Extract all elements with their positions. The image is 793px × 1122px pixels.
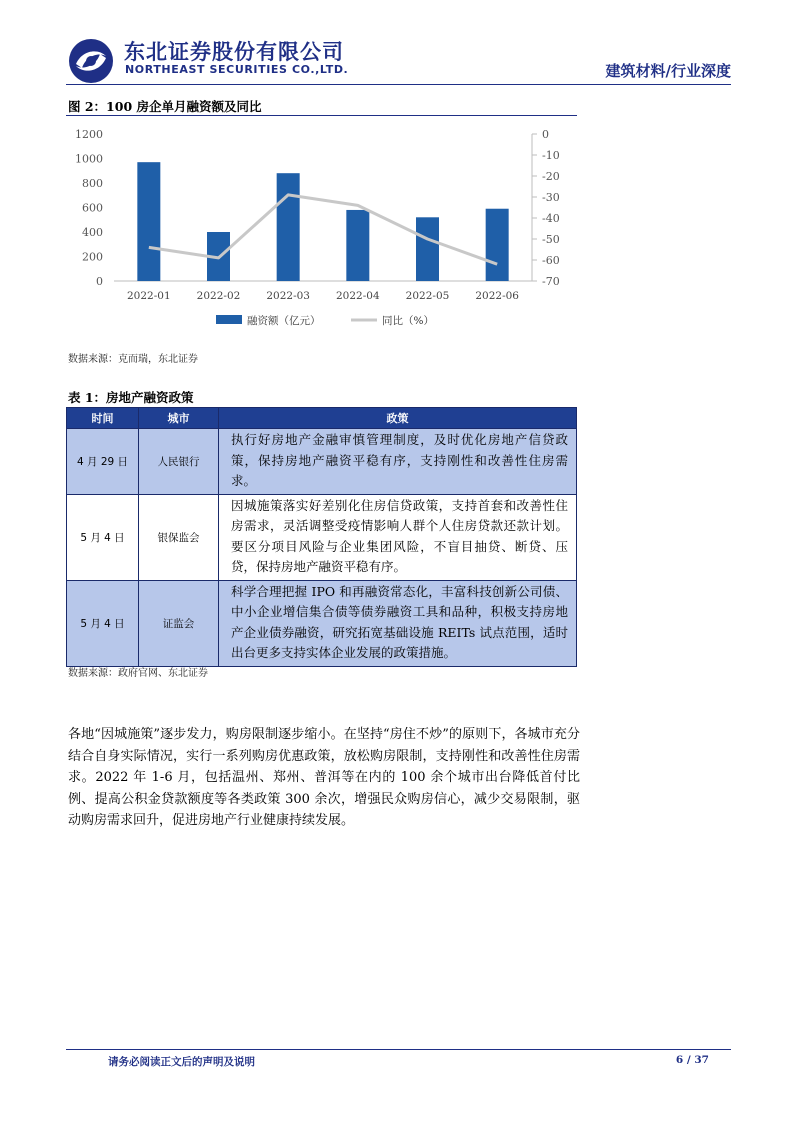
body-paragraph: 各地“因城施策”逐步发力，购房限制逐步缩小。在坚持“房住不炒”的原则下，各城市充分结合自身实际情况，实行一系列购房优惠政策，放松购房限制，支持刚性和改善性住房需求。2022 年 1-6 月，包括温州、郑州、普洱等在内的 100 余个城市出台降低首付比例、提高公积金贷款额度等各类政策 300 余次，增强民众购房信心，减少交易限制，驱动购房需求回升，促进房地产行业健康持续发展。 bbox=[68, 727, 580, 828]
financing-chart bbox=[66, 118, 586, 348]
header-divider bbox=[66, 84, 731, 85]
row-org: 人民银行 bbox=[139, 429, 219, 495]
header-policy: 政策 bbox=[219, 408, 577, 429]
row-policy: 科学合理把握 IPO 和再融资常态化，丰富科技创新公司债、中小企业增信集合债等债券融资工具和品种，积极支持房地产企业债券融资，研究拓宽基础设施 REITs 试点范围，适时出台更多支持实体企业发展的政策措施。 bbox=[219, 580, 577, 666]
report-type: 建筑材料/行业深度 bbox=[605, 62, 731, 80]
table-title: 表 1：房地产融资政策 bbox=[68, 390, 194, 405]
y-right-tick-label: -40 bbox=[542, 212, 560, 225]
y-right-tick-label: -70 bbox=[542, 275, 560, 288]
y-right-tick-label: -20 bbox=[542, 170, 560, 183]
x-tick-label: 2022-02 bbox=[196, 290, 241, 302]
figure-source: 数据来源：克而瑞，东北证券 bbox=[68, 354, 198, 365]
y-left-tick-label: 0 bbox=[96, 275, 103, 288]
page-number: 6 / 37 bbox=[675, 1054, 709, 1066]
header-date: 时间 bbox=[67, 408, 139, 429]
y-left-tick-label: 200 bbox=[82, 250, 103, 264]
y-left-tick-label: 1200 bbox=[75, 128, 103, 141]
table-source: 数据来源：政府官网、东北证券 bbox=[68, 668, 208, 679]
x-tick-label: 2022-03 bbox=[266, 290, 310, 302]
y-left-tick-label: 400 bbox=[82, 226, 103, 239]
bar-financing bbox=[346, 210, 369, 281]
y-right-tick-label: -30 bbox=[542, 191, 560, 204]
table-row bbox=[67, 494, 577, 580]
table-header-row bbox=[67, 408, 577, 429]
y-left-tick-label: 800 bbox=[82, 177, 103, 190]
x-tick-label: 2022-06 bbox=[475, 290, 519, 302]
company-name-en: NORTHEAST SECURITIES CO.,LTD. bbox=[125, 63, 349, 76]
row-org: 银保监会 bbox=[139, 494, 219, 580]
header-city: 城市 bbox=[139, 408, 219, 429]
y-right-tick-label: -10 bbox=[542, 149, 560, 162]
company-logo-icon bbox=[68, 38, 114, 84]
x-tick-label: 2022-05 bbox=[405, 290, 450, 302]
x-tick-label: 2022-01 bbox=[127, 290, 171, 302]
table-row bbox=[67, 580, 577, 666]
legend-line-label: 同比（%） bbox=[382, 315, 434, 327]
y-left-tick-label: 600 bbox=[82, 201, 103, 215]
y-left-tick-label: 1000 bbox=[75, 152, 103, 166]
row-date: 4 月 29 日 bbox=[67, 429, 139, 495]
row-policy: 执行好房地产金融审慎管理制度，及时优化房地产信贷政策，保持房地产融资平稳有序，支持刚性和改善性住房需求。 bbox=[219, 429, 577, 495]
bar-financing bbox=[416, 217, 439, 281]
figure-title-divider bbox=[66, 115, 577, 116]
y-right-tick-label: -50 bbox=[542, 233, 560, 246]
policy-table bbox=[66, 407, 577, 667]
y-right-tick-label: -60 bbox=[542, 254, 560, 267]
x-tick-label: 2022-04 bbox=[336, 290, 380, 302]
bar-financing bbox=[137, 162, 160, 281]
figure-title: 图 2：100 房企单月融资额及同比 bbox=[68, 99, 262, 114]
legend-bar-label: 融资额（亿元） bbox=[247, 315, 321, 327]
row-date: 5 月 4 日 bbox=[67, 580, 139, 666]
y-right-tick-label: 0 bbox=[542, 128, 549, 141]
company-name-cn: 东北证券股份有限公司 bbox=[124, 40, 344, 64]
bar-financing bbox=[486, 209, 509, 281]
row-org: 证监会 bbox=[139, 580, 219, 666]
bar-financing bbox=[277, 173, 300, 281]
footer-disclaimer: 请务必阅读正文后的声明及说明 bbox=[108, 1056, 255, 1068]
row-policy: 因城施策落实好差别化住房信贷政策，支持首套和改善性住房需求，灵活调整受疫情影响人群个人住房贷款还款计划。要区分项目风险与企业集团风险，不盲目抽贷、断贷、压贷，保持房地产融资平稳有序。 bbox=[219, 494, 577, 580]
footer-divider bbox=[66, 1049, 731, 1050]
table-row bbox=[67, 429, 577, 495]
line-yoy bbox=[149, 195, 497, 264]
row-date: 5 月 4 日 bbox=[67, 494, 139, 580]
legend-bar-swatch bbox=[216, 315, 242, 324]
